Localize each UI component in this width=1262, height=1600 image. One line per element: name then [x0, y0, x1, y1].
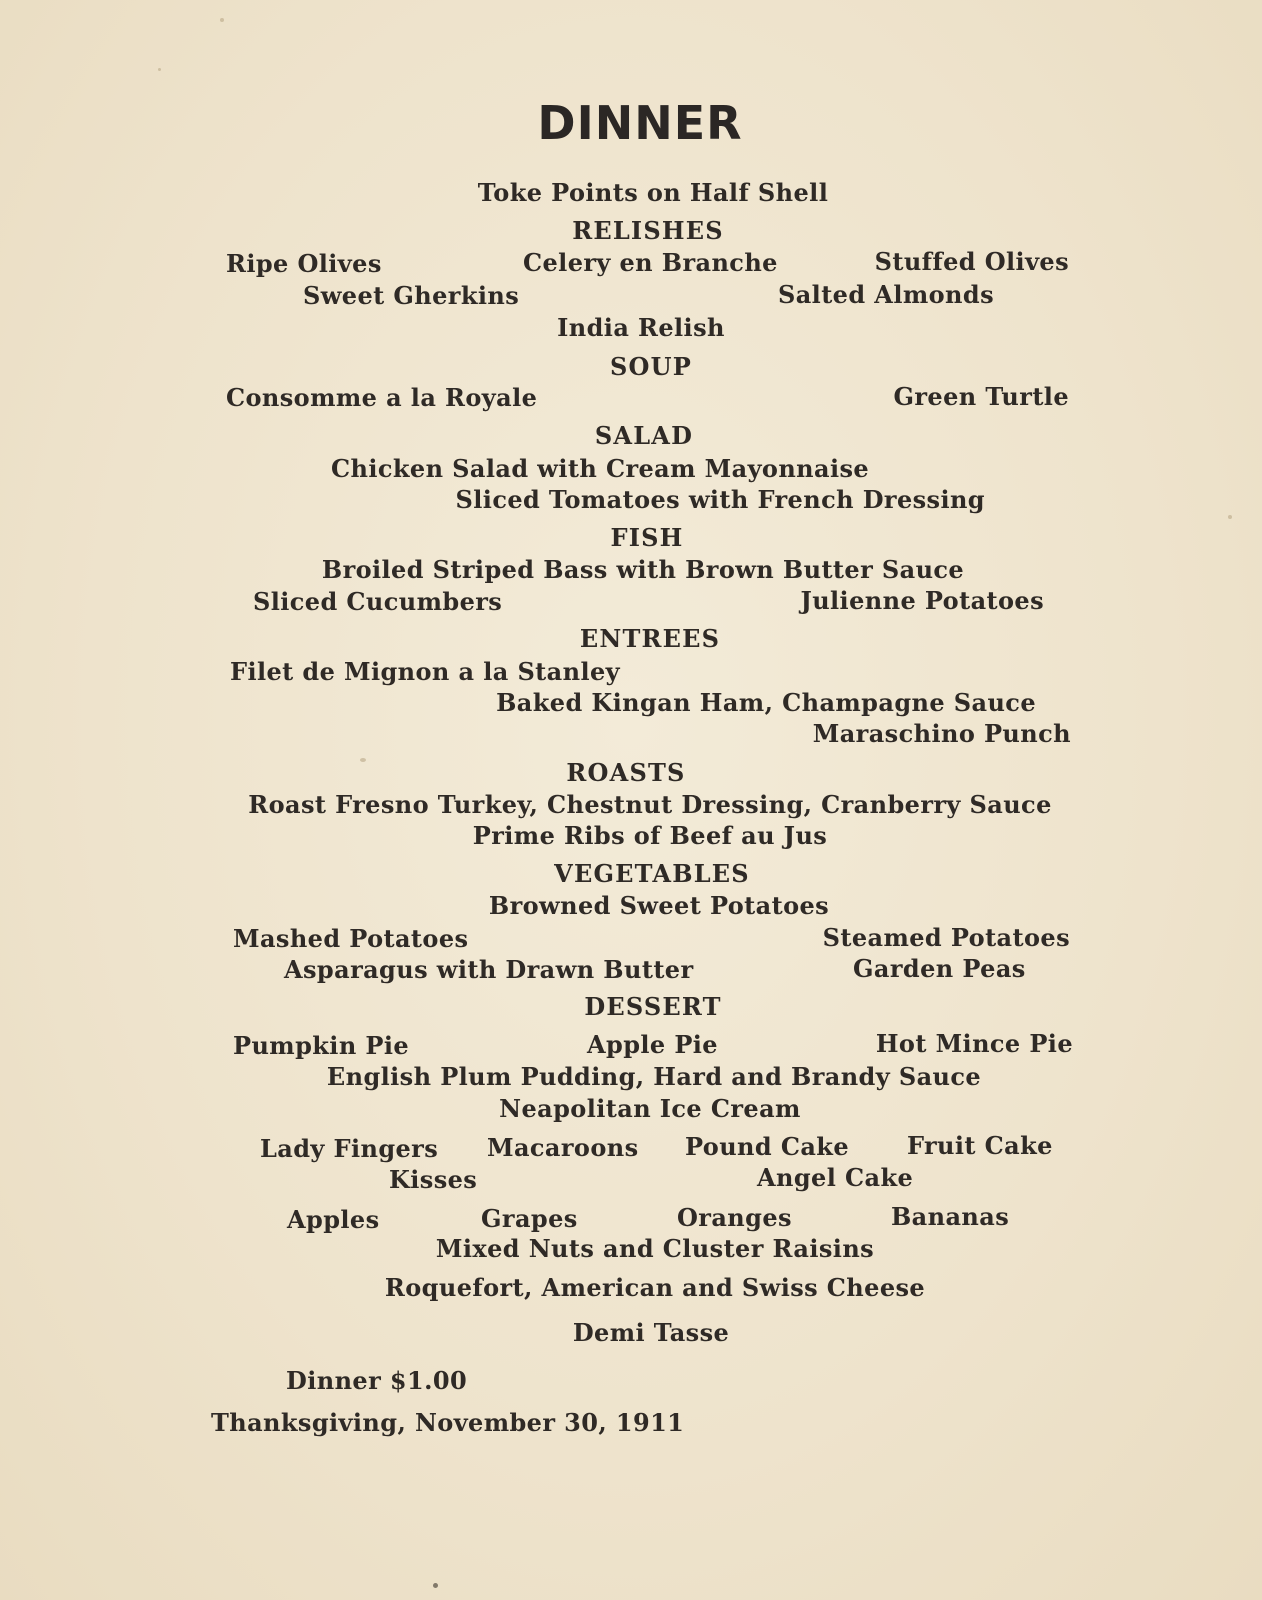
menu-item: Asparagus with Drawn Butter	[284, 955, 694, 984]
section-heading-entrees: ENTREES	[579, 624, 721, 653]
menu-item: Celery en Branche	[523, 248, 778, 277]
menu-item: Steamed Potatoes	[822, 923, 1070, 952]
menu-item: Pumpkin Pie	[233, 1031, 410, 1060]
menu-item: Broiled Striped Bass with Brown Butter Sauce	[321, 555, 965, 584]
menu-item: Fruit Cake	[907, 1131, 1053, 1160]
menu-title: DINNER	[537, 96, 743, 150]
menu-item: India Relish	[557, 313, 725, 342]
section-heading-relishes: RELISHES	[572, 216, 724, 245]
menu-item: Mixed Nuts and Cluster Raisins	[435, 1234, 875, 1263]
occasion-date: Thanksgiving, November 30, 1911	[211, 1408, 685, 1437]
menu-item: Prime Ribs of Beef au Jus	[472, 821, 828, 850]
menu-item: Sweet Gherkins	[303, 281, 520, 310]
menu-item: Lady Fingers	[260, 1134, 439, 1163]
paper-speck	[360, 758, 366, 762]
section-heading-salad: SALAD	[594, 421, 694, 450]
section-heading-fish: FISH	[610, 523, 684, 552]
menu-item: Roquefort, American and Swiss Cheese	[384, 1273, 926, 1302]
menu-item: Apple Pie	[587, 1030, 718, 1059]
menu-item: Macaroons	[487, 1133, 639, 1162]
opener-item: Toke Points on Half Shell	[477, 178, 829, 207]
menu-item: Pound Cake	[685, 1132, 849, 1161]
menu-item: English Plum Pudding, Hard and Brandy Sauce	[326, 1062, 982, 1091]
paper-speck	[158, 68, 161, 71]
paper-speck	[220, 18, 224, 22]
menu-item: Stuffed Olives	[874, 247, 1069, 276]
menu-item: Apples	[287, 1205, 380, 1234]
menu-item: Maraschino Punch	[812, 719, 1071, 748]
menu-item: Bananas	[891, 1202, 1010, 1231]
menu-item: Kisses	[389, 1165, 478, 1194]
menu-item: Neapolitan Ice Cream	[499, 1094, 801, 1123]
menu-item: Sliced Cucumbers	[253, 587, 503, 616]
menu-item: Grapes	[481, 1204, 578, 1233]
menu-item: Consomme a la Royale	[226, 383, 538, 412]
menu-item: Julienne Potatoes	[800, 586, 1044, 615]
menu-item: Angel Cake	[757, 1163, 914, 1192]
menu-item: Demi Tasse	[572, 1318, 730, 1347]
menu-item: Hot Mince Pie	[875, 1029, 1073, 1058]
menu-item: Salted Almonds	[778, 280, 994, 309]
menu-item: Roast Fresno Turkey, Chestnut Dressing, Cranberry Sauce	[248, 790, 1052, 819]
section-heading-roasts: ROASTS	[566, 758, 686, 787]
menu-item: Chicken Salad with Cream Mayonnaise	[331, 454, 870, 483]
paper-speck	[433, 1583, 438, 1588]
section-heading-soup: SOUP	[609, 352, 693, 381]
section-heading-vegetables: VEGETABLES	[554, 859, 750, 888]
paper-speck	[1228, 515, 1232, 519]
menu-item: Browned Sweet Potatoes	[488, 891, 830, 920]
menu-item: Oranges	[677, 1203, 792, 1232]
menu-item: Baked Kingan Ham, Champagne Sauce	[496, 688, 1036, 717]
section-heading-dessert: DESSERT	[584, 992, 722, 1021]
menu-item: Garden Peas	[853, 954, 1026, 983]
dinner-price: Dinner $1.00	[286, 1366, 468, 1395]
menu-item: Filet de Mignon a la Stanley	[230, 657, 620, 686]
menu-item: Sliced Tomatoes with French Dressing	[455, 485, 985, 514]
menu-item: Green Turtle	[893, 382, 1069, 411]
menu-item: Ripe Olives	[226, 249, 382, 278]
menu-item: Mashed Potatoes	[233, 924, 469, 953]
